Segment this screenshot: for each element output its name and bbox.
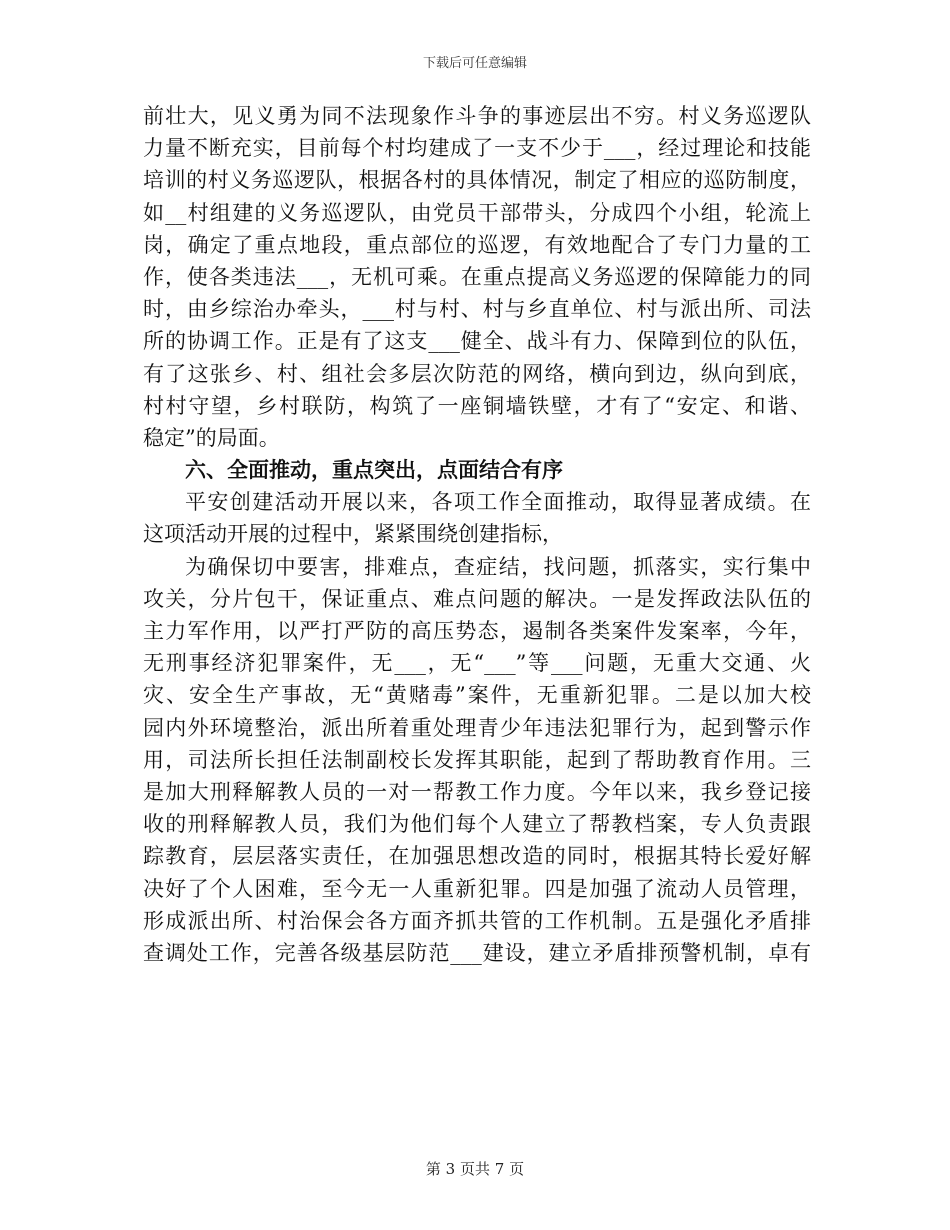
paragraph-line: 收的刑释解教人员，我们为他们每个人建立了帮教档案，专人负责跟 xyxy=(143,812,811,837)
paragraph-line: 决好了个人困难，至今无一人重新犯罪。四是加强了流动人员管理， xyxy=(143,876,811,901)
paragraph-line: 所的协调工作。正是有了这支___健全、战斗有力、保障到位的队伍， xyxy=(143,329,811,354)
paragraph-line: 园内外环境整治，派出所着重处理青少年违法犯罪行为，起到警示作 xyxy=(143,715,811,740)
paragraph-line: 培训的村义务巡逻队，根据各村的具体情况，制定了相应的巡防制度， xyxy=(143,168,811,193)
paragraph-line: 灾、安全生产事故，无“黄赌毒”案件，无重新犯罪。二是以加大校 xyxy=(143,683,811,708)
paragraph-line: 时，由乡综治办牵头，___村与村、村与乡直单位、村与派出所、司法 xyxy=(143,297,811,322)
paragraph-line: 形成派出所、村治保会各方面齐抓共管的工作机制。五是强化矛盾排 xyxy=(143,908,811,933)
paragraph-line: 前壮大，见义勇为同不法现象作斗争的事迹层出不穷。村义务巡逻队 xyxy=(143,104,811,128)
paragraph-line: 力量不断充实，目前每个村均建成了一支不少于___，经过理论和技能 xyxy=(143,136,811,161)
page-header-note: 下载后可任意编辑 xyxy=(422,56,527,71)
paragraph-line: 踪教育，层层落实责任，在加强思想改造的同时，根据其特长爱好解 xyxy=(143,844,811,869)
paragraph-line: 有了这张乡、村、组社会多层次防范的网络，横向到边，纵向到底， xyxy=(143,361,811,386)
paragraph-line: 如__村组建的义务巡逻队，由党员干部带头，分成四个小组，轮流上 xyxy=(143,200,811,225)
paragraph-line: 稳定”的局面。 xyxy=(143,425,280,450)
paragraph-line: 主力军作用，以严打严防的高压势态，遏制各类案件发案率，今年， xyxy=(143,619,811,643)
paragraph-line: 为确保切中要害，排难点，查症结，找问题，抓落实，实行集中 xyxy=(185,554,811,579)
paragraph-line: 平安创建活动开展以来，各项工作全面推动，取得显著成绩。在 xyxy=(185,490,811,515)
paragraph-line: 无刑事经济犯罪案件，无___，无“___”等___问题，无重大交通、火 xyxy=(143,651,811,676)
section-heading: 六、全面推动，重点突出，点面结合有序 xyxy=(185,457,563,483)
paragraph-line: 查调处工作，完善各级基层防范___建设，建立矛盾排预警机制，卓有 xyxy=(143,940,811,965)
page-number: 第 3 页共 7 页 xyxy=(425,1160,525,1178)
document-body xyxy=(143,100,811,969)
paragraph-line: 用，司法所长担任法制副校长发挥其职能，起到了帮助教育作用。三 xyxy=(143,747,811,772)
paragraph-line: 作，使各类违法___，无机可乘。在重点提高义务巡逻的保障能力的同 xyxy=(143,264,811,289)
paragraph-line: 攻关，分片包干，保证重点、难点问题的解决。一是发挥政法队伍的 xyxy=(143,586,811,611)
paragraph-line: 村村守望，乡村联防，构筑了一座铜墙铁壁，才有了“安定、和谐、 xyxy=(143,393,811,418)
paragraph-line: 这项活动开展的过程中，紧紧围绕创建指标， xyxy=(143,522,563,547)
paragraph-line: 岗，确定了重点地段，重点部位的巡逻，有效地配合了专门力量的工 xyxy=(143,232,811,257)
paragraph-line: 是加大刑释解教人员的一对一帮教工作力度。今年以来，我乡登记接 xyxy=(143,779,811,804)
